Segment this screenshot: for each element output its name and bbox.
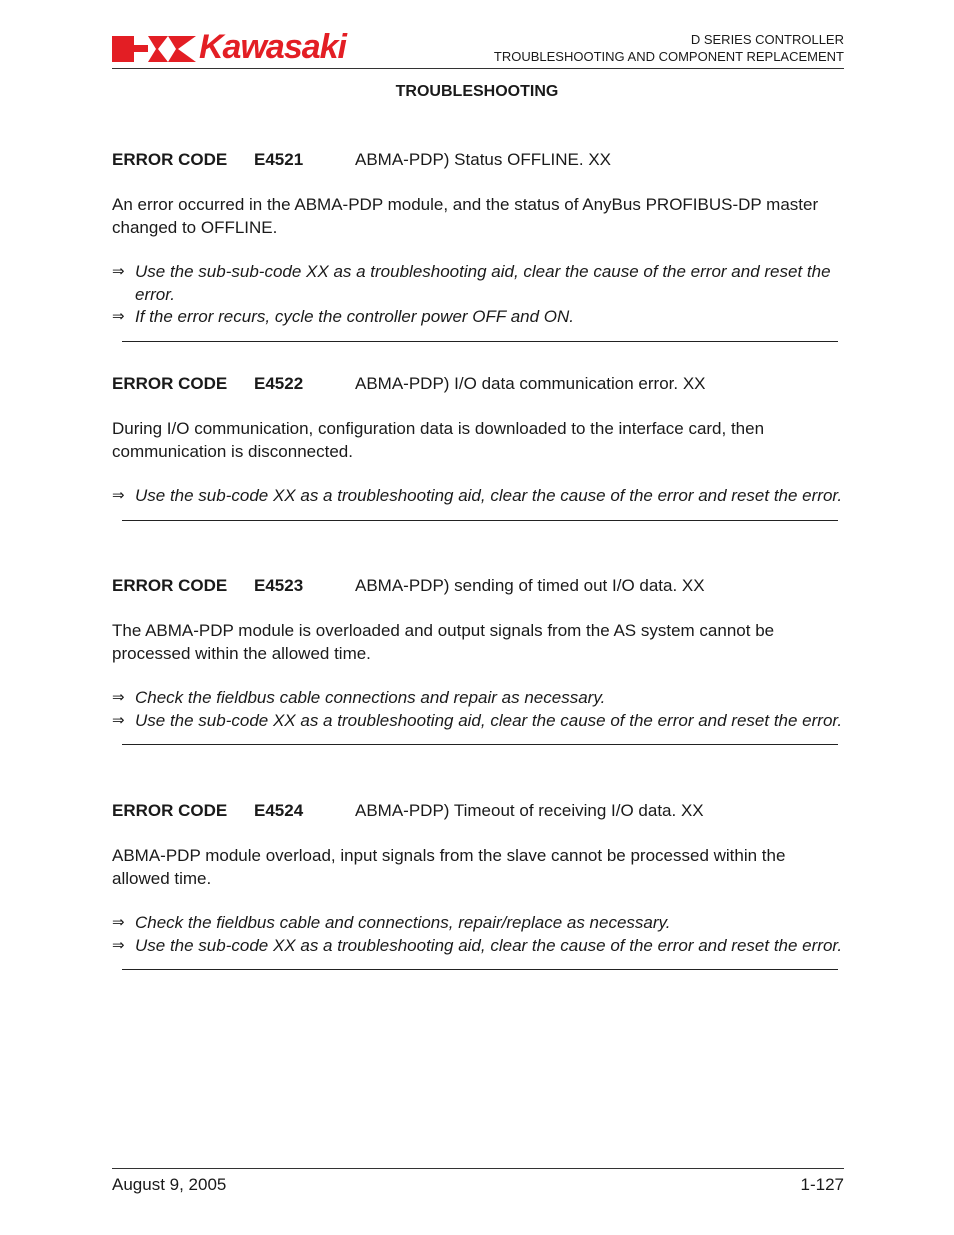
action-text: If the error recurs, cycle the controller power OFF and ON.: [135, 307, 575, 326]
error-code-number: E4523: [254, 576, 304, 595]
action-text: Use the sub-code XX as a troubleshooting aid, clear the cause of the error and reset the error.: [135, 486, 843, 505]
header-divider: [112, 68, 844, 69]
error-code-label: ERROR CODE: [112, 801, 228, 820]
section-separator: [122, 744, 838, 745]
error-code-label: ERROR CODE: [112, 150, 228, 169]
double-arrow-icon: ⇒: [112, 308, 125, 325]
footer-divider: [112, 1168, 844, 1169]
error-entry-e4523: [112, 575, 844, 745]
kawasaki-wordmark: Kawasaki: [199, 28, 346, 66]
section-separator: [122, 520, 838, 521]
kawasaki-logo: [112, 28, 390, 66]
action-item: [112, 261, 844, 306]
action-text: Check the fieldbus cable connections and repair as necessary.: [135, 688, 606, 707]
error-actions: [112, 687, 844, 732]
kawasaki-river-mark-icon: [112, 32, 196, 64]
error-code-message: ABMA-PDP) sending of timed out I/O data. XX: [355, 576, 705, 595]
error-entry-e4522: [112, 373, 844, 521]
error-description: An error occurred in the ABMA-PDP module, and the status of AnyBus PROFIBUS-DP master changed to OFFLINE.: [112, 195, 819, 237]
double-arrow-icon: ⇒: [112, 487, 125, 504]
action-text: Use the sub-sub-code XX as a troubleshooting aid, clear the cause of the error and reset the error.: [135, 262, 831, 304]
section-title: TROUBLESHOOTING: [395, 83, 559, 100]
error-entry-e4521: [112, 149, 844, 342]
error-code-line: [112, 149, 844, 171]
section-separator: [122, 341, 838, 342]
error-code-line: [112, 800, 844, 822]
error-actions: [112, 912, 844, 957]
error-actions: [112, 485, 844, 508]
document-header: [494, 32, 844, 65]
error-code-message: ABMA-PDP) I/O data communication error. XX: [355, 374, 706, 393]
action-item: [112, 306, 844, 329]
action-text: Use the sub-code XX as a troubleshooting aid, clear the cause of the error and reset the error.: [135, 935, 843, 955]
action-text: Use the sub-code XX as a troubleshooting aid, clear the cause of the error and reset the error.: [135, 710, 843, 730]
action-item: [112, 710, 844, 733]
error-code-line: [112, 373, 844, 395]
error-code-message: ABMA-PDP) Timeout of receiving I/O data. XX: [355, 801, 704, 820]
error-code-label: ERROR CODE: [112, 576, 228, 595]
double-arrow-icon: ⇒: [112, 263, 125, 280]
header-title-line1: D SERIES CONTROLLER: [690, 32, 844, 47]
error-code-number: E4521: [254, 150, 304, 169]
footer-date: August 9, 2005: [112, 1175, 227, 1194]
action-item: [112, 485, 844, 508]
error-entry-e4524: [112, 800, 844, 970]
double-arrow-icon: ⇒: [112, 914, 125, 931]
page-number: 1-127: [800, 1175, 844, 1194]
section-separator: [122, 969, 838, 970]
error-description: During I/O communication, configuration data is downloaded to the interface card, then communication is disconnected.: [112, 419, 765, 461]
error-code-number: E4522: [254, 374, 304, 393]
header-title-line2: TROUBLESHOOTING AND COMPONENT REPLACEMENT: [493, 48, 844, 64]
action-item: [112, 912, 844, 935]
error-code-line: [112, 575, 844, 597]
double-arrow-icon: ⇒: [112, 936, 125, 954]
error-code-label: ERROR CODE: [112, 374, 228, 393]
error-actions: [112, 261, 844, 329]
action-item: [112, 935, 844, 958]
action-item: [112, 687, 844, 710]
error-code-message: ABMA-PDP) Status OFFLINE. XX: [355, 150, 612, 169]
action-text: Check the fieldbus cable and connections, repair/replace as necessary.: [135, 913, 671, 932]
double-arrow-icon: ⇒: [112, 711, 125, 729]
error-description: ABMA-PDP module overload, input signals from the slave cannot be processed within the allowed time.: [112, 846, 786, 888]
error-code-number: E4524: [254, 801, 304, 820]
double-arrow-icon: ⇒: [112, 689, 125, 706]
error-description: The ABMA-PDP module is overloaded and output signals from the AS system cannot be processed within the allowed time.: [112, 621, 775, 663]
